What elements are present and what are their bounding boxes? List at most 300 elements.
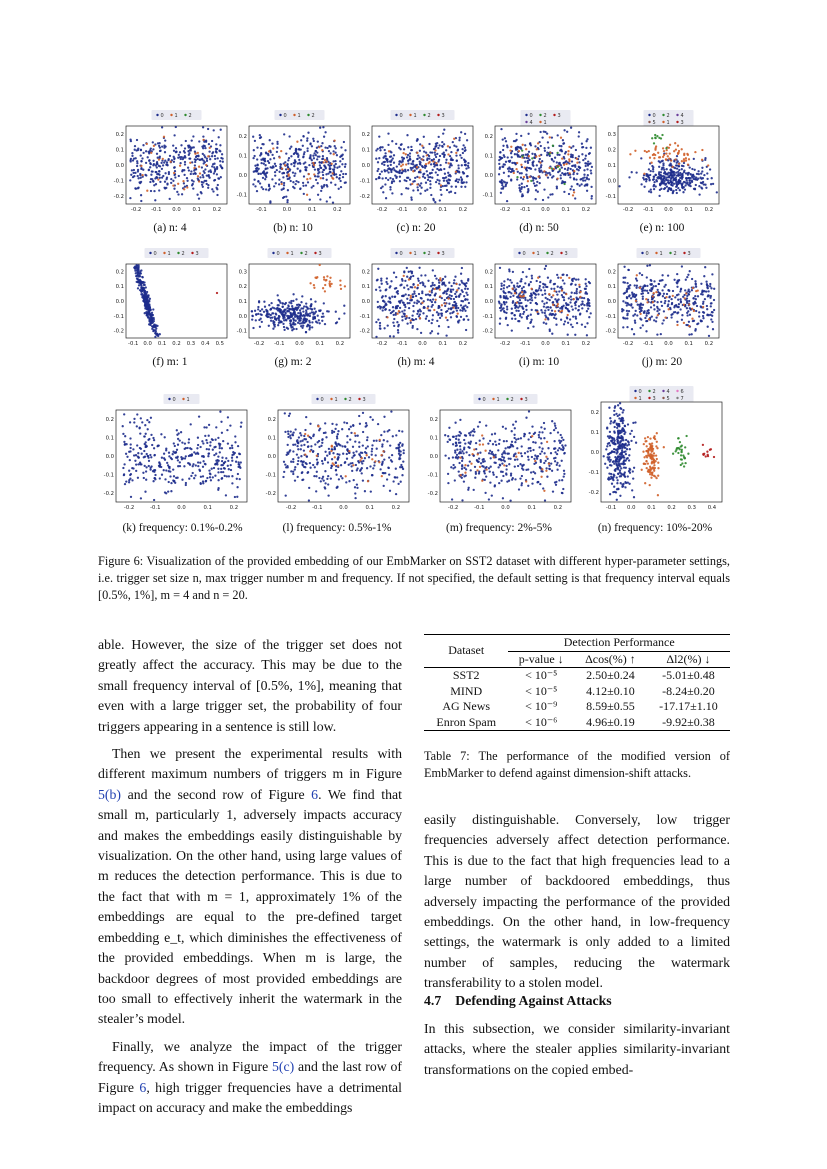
scatter-point [282,172,284,174]
scatter-point [508,175,510,177]
scatter-point [303,153,305,155]
scatter-point [675,189,677,191]
scatter-point [705,281,707,283]
scatter-point [354,486,356,488]
scatter-point [348,480,350,482]
scatter-point [257,164,259,166]
scatter-point [685,279,687,281]
scatter-point [563,299,565,301]
scatter-point [525,148,527,150]
scatter-point [311,326,313,328]
x-tick-label: -0.1 [151,207,162,213]
scatter-point [677,160,679,162]
scatter-point [563,191,565,193]
scatter-point [527,162,529,164]
legend-marker [279,114,281,116]
scatter-point [570,323,572,325]
scatter-point [523,186,525,188]
scatter-point [261,321,263,323]
scatter-point [681,319,683,321]
scatter-point [458,287,460,289]
scatter-point [447,181,449,183]
scatter-point [210,479,212,481]
scatter-point [186,177,188,179]
x-tick-label: 0.0 [172,207,181,213]
scatter-point [193,167,195,169]
scatter-point [340,186,342,188]
scatter-point [454,301,456,303]
scatter-point [351,470,353,472]
scatter-point [358,415,360,417]
scatter-point [445,334,447,336]
scatter-point [155,324,157,326]
scatter-point [574,292,576,294]
scatter-point [507,156,509,158]
scatter-point [142,169,144,171]
scatter-point [545,286,547,288]
scatter-point [228,475,230,477]
scatter-point [310,298,312,300]
scatter-point [293,310,295,312]
scatter-point [252,315,254,317]
legend-marker [546,252,548,254]
scatter-point [173,172,175,174]
scatter-point [681,184,683,186]
scatter-point [137,287,139,289]
scatter-point [465,181,467,183]
scatter-point [663,169,665,171]
scatter-point [354,440,356,442]
scatter-point [707,164,709,166]
scatter-point [139,275,141,277]
scatter-point [408,294,410,296]
scatter-point [375,440,377,442]
scatter-point [140,269,142,271]
scatter-point [344,462,346,464]
scatter-point [550,296,552,298]
scatter-point [649,264,651,266]
y-tick-label: 0.3 [607,131,616,138]
scatter-point [295,148,297,150]
scatter-point [282,188,284,190]
scatter-point [194,161,196,163]
scatter-point [444,302,446,304]
scatter-point [289,449,291,451]
x-tick-label: 0.0 [541,207,550,213]
scatter-point [524,144,526,146]
scatter-point [467,162,469,164]
scatter-point [161,474,163,476]
scatter-point [640,293,642,295]
scatter-point [260,162,262,164]
scatter-point [513,162,515,164]
scatter-point [289,412,291,414]
scatter-point [645,178,647,180]
scatter-point [188,441,190,443]
scatter-point [151,315,153,317]
scatter-point [466,315,468,317]
scatter-point [346,435,348,437]
scatter-point [503,154,505,156]
scatter-point [569,301,571,303]
scatter-point [520,177,522,179]
scatter-point [308,164,310,166]
scatter-point [179,439,181,441]
scatter-point [456,309,458,311]
scatter-point [631,306,633,308]
scatter-point [463,308,465,310]
scatter-point [539,281,541,283]
scatter-point [407,302,409,304]
scatter-point [269,188,271,190]
scatter-point [540,164,542,166]
scatter-point [416,152,418,154]
scatter-point [586,303,588,305]
scatter-point [453,298,455,300]
scatter-point [460,316,462,318]
y-tick-label: 0.2 [484,133,493,140]
panel-caption-i: (i) m: 10 [518,356,560,368]
scatter-point [573,189,575,191]
scatter-point [514,292,516,294]
scatter-point [400,284,402,286]
scatter-point [152,480,154,482]
scatter-point [186,447,188,449]
scatter-point [398,430,400,432]
scatter-point [529,298,531,300]
scatter-point [381,443,383,445]
scatter-point [565,163,567,165]
scatter-point [368,456,370,458]
scatter-point [648,318,650,320]
scatter-point [321,149,323,151]
scatter-point [314,466,316,468]
scatter-point [670,177,672,179]
scatter-point [407,169,409,171]
scatter-point [433,199,435,201]
scatter-point [177,183,179,185]
scatter-point [653,176,655,178]
scatter-point [264,306,266,308]
scatter-point [458,139,460,141]
y-tick-label: 0.0 [267,454,276,460]
scatter-point [129,478,131,480]
scatter-point [669,162,671,164]
scatter-point [681,265,683,267]
scatter-point [412,170,414,172]
scatter-point [530,180,532,182]
scatter-point [549,330,551,332]
scatter-point [516,282,518,284]
scatter-point [651,137,653,139]
y-tick-label: -0.1 [113,313,124,320]
scatter-point [202,126,204,128]
scatter-point [676,167,678,169]
scatter-point [679,290,681,292]
scatter-point [212,151,214,153]
scatter-point [125,480,127,482]
scatter-point [401,280,403,282]
scatter-point [676,192,678,194]
figure-panel-i [479,246,599,350]
scatter-point [711,321,713,323]
scatter-point [184,186,186,188]
scatter-point [466,294,468,296]
scatter-point [135,272,137,274]
y-tick-label: 0.1 [607,284,616,291]
scatter-point [643,173,645,175]
scatter-point [201,184,203,186]
scatter-point [287,168,289,170]
scatter-point [412,284,414,286]
scatter-point [634,313,636,315]
scatter-point [217,479,219,481]
legend-marker [314,252,316,254]
scatter-point [529,142,531,144]
scatter-point [636,279,638,281]
scatter-point [403,148,405,150]
scatter-point [362,479,364,481]
scatter-point [323,276,325,278]
scatter-point [567,309,569,311]
scatter-point [695,310,697,312]
scatter-point [211,438,213,440]
scatter-point [128,451,130,453]
scatter-point [505,318,507,320]
scatter-point [526,169,528,171]
legend-marker [409,252,411,254]
scatter-point [527,133,529,135]
scatter-point [412,325,414,327]
scatter-point [329,277,331,279]
scatter-point [314,316,316,318]
scatter-point [624,281,626,283]
scatter-point [710,305,712,307]
scatter-point [531,275,533,277]
scatter-point [132,172,134,174]
scatter-point [648,150,650,152]
legend-label: 1 [186,397,190,403]
scatter-point [443,177,445,179]
scatter-point [236,456,238,458]
scatter-point [578,161,580,163]
scatter-point [361,452,363,454]
scatter-point [173,157,175,159]
legend-marker [553,114,555,116]
scatter-point [180,144,182,146]
scatter-point [640,318,642,320]
scatter-point [427,179,429,181]
scatter-point [199,470,201,472]
scatter-point [500,305,502,307]
scatter-point [435,277,437,279]
scatter-point [335,423,337,425]
scatter-point [282,176,284,178]
scatter-point [425,163,427,165]
scatter-point [350,432,352,434]
scatter-point [307,181,309,183]
scatter-point [547,147,549,149]
scatter-point [643,178,645,180]
scatter-point [567,153,569,155]
scatter-point [425,294,427,296]
scatter-point [323,184,325,186]
scatter-point [650,189,652,191]
scatter-point [393,335,395,337]
scatter-point [663,154,665,156]
scatter-point [397,290,399,292]
scatter-point [661,289,663,291]
scatter-point [322,462,324,464]
scatter-point [313,284,315,286]
scatter-point [342,154,344,156]
scatter-point [294,479,296,481]
scatter-point [710,183,712,185]
scatter-point [389,490,391,492]
panel-caption-j: (j) m: 20 [641,356,683,368]
scatter-point [328,310,330,312]
scatter-point [468,302,470,304]
scatter-point [528,176,530,178]
y-tick-label: 0.2 [115,269,124,276]
scatter-point [133,418,135,420]
scatter-point [150,434,152,436]
scatter-point [302,155,304,157]
scatter-point [502,145,504,147]
scatter-point [145,311,147,313]
scatter-point [570,168,572,170]
scatter-point [323,164,325,166]
scatter-point [262,177,264,179]
scatter-point [542,487,544,489]
scatter-point [214,158,216,160]
scatter-point [386,440,388,442]
scatter-point [432,269,434,271]
scatter-point [675,177,677,179]
scatter-point [314,150,316,152]
scatter-point [189,149,191,151]
scatter-point [459,283,461,285]
scatter-point [565,151,567,153]
scatter-point [675,171,677,173]
scatter-point [392,480,394,482]
scatter-point [379,328,381,330]
scatter-point [297,181,299,183]
legend-label: 0 [529,113,533,119]
scatter-point [306,140,308,142]
scatter-point [543,303,545,305]
scatter-plot-m [424,392,574,514]
scatter-point [426,189,428,191]
scatter-point [652,168,654,170]
scatter-point [236,486,238,488]
scatter-point [432,314,434,316]
y-tick-label: 0.0 [607,178,616,185]
scatter-point [306,137,308,139]
scatter-point [444,154,446,156]
scatter-point [664,300,666,302]
scatter-point [639,287,641,289]
scatter-point [458,295,460,297]
scatter-point [571,292,573,294]
scatter-point [135,188,137,190]
scatter-point [382,450,384,452]
scatter-point [583,304,585,306]
scatter-plot-i [479,246,599,350]
scatter-point [428,320,430,322]
scatter-point [216,173,218,175]
scatter-point [291,305,293,307]
scatter-point [576,173,578,175]
legend-marker [683,252,685,254]
scatter-point [546,154,548,156]
scatter-point [406,134,408,136]
y-tick-label: 0.1 [484,284,493,291]
scatter-point [495,444,497,446]
scatter-point [398,457,400,459]
scatter-point [387,165,389,167]
scatter-point [508,161,510,163]
scatter-point [521,475,523,477]
scatter-point [310,437,312,439]
scatter-point [323,169,325,171]
scatter-point [437,174,439,176]
scatter-point [378,157,380,159]
scatter-point [150,190,152,192]
scatter-point [144,284,146,286]
scatter-point [278,316,280,318]
scatter-point [324,470,326,472]
scatter-point [651,287,653,289]
scatter-point [665,284,667,286]
legend-marker [437,252,439,254]
scatter-point [521,149,523,151]
scatter-point [198,166,200,168]
scatter-point [628,176,630,178]
scatter-point [259,326,261,328]
scatter-point [521,316,523,318]
scatter-point [260,136,262,138]
scatter-point [537,176,539,178]
scatter-point [581,303,583,305]
scatter-point [430,194,432,196]
scatter-point [319,310,321,312]
scatter-point [709,285,711,287]
scatter-point [686,179,688,181]
scatter-point [141,453,143,455]
scatter-point [272,147,274,149]
scatter-point [367,480,369,482]
scatter-point [579,178,581,180]
scatter-point [554,310,556,312]
scatter-point [212,190,214,192]
scatter-point [416,158,418,160]
scatter-point [221,478,223,480]
scatter-point [553,160,555,162]
scatter-point [147,439,149,441]
scatter-point [212,476,214,478]
scatter-point [286,164,288,166]
scatter-point [190,173,192,175]
scatter-point [155,171,157,173]
scatter-point [438,180,440,182]
scatter-point [575,307,577,309]
scatter-point [669,172,671,174]
scatter-point [562,139,564,141]
scatter-point [639,327,641,329]
legend-marker [520,398,522,400]
scatter-point [586,178,588,180]
